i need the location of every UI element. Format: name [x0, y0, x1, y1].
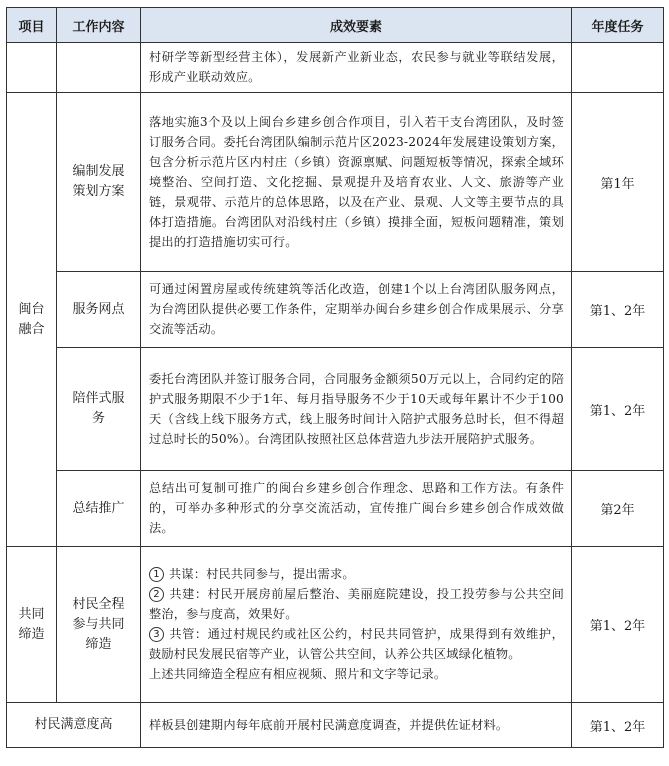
- task-cell: 第1、2年: [572, 547, 664, 703]
- task-cell: 第1、2年: [572, 272, 664, 348]
- table-row: [7, 547, 664, 703]
- table-row: [7, 272, 664, 348]
- project-cell: 村民满意度高: [7, 703, 141, 748]
- table-row: [7, 348, 664, 471]
- effect-cell: 村研学等新型经营主体），发展新产业新业态，农民参与就业等联结发展，形成产业联动效应。: [141, 43, 572, 93]
- task-cell: 第1、2年: [572, 703, 664, 748]
- project-cell: 共同缔造: [7, 547, 57, 703]
- header-project: 项目: [7, 8, 57, 43]
- effect-cell: 落地实施3个及以上闽台乡建乡创合作项目，引入若干支台湾团队，及时签订服务合同。委托台湾团队编制示范片区2023-2024年发展建设策划方案，包含分析示范片区内村庄（乡镇）资源禀赋、问题短板等情况，探索全域环境整治、空间打造、文化挖掘、景观提升及培育农业、人文、旅游等产业链，景观带、示范片的总体思路，以及在产业、景观、人文等主要节点的具体打造措施。台湾团队对沿线村庄（乡镇）摸排全面，短板问题精准，策划提出的打造措施切实可行。: [141, 93, 572, 272]
- table-row: [7, 93, 664, 272]
- table-row: [7, 471, 664, 547]
- content-cell: 服务网点: [57, 272, 141, 348]
- effect-cell: 总结出可复制可推广的闽台乡建乡创合作理念、思路和工作方法。有条件的，可举办多种形式的分享交流活动，宣传推广闽台乡建乡创合作成效做法。: [141, 471, 572, 547]
- header-effect: 成效要素: [141, 8, 572, 43]
- effect-cell: 样板县创建期内每年底前开展村民满意度调查，并提供佐证材料。: [141, 703, 572, 748]
- task-table: [6, 7, 664, 748]
- table-row: [7, 703, 664, 748]
- effect-cell: [141, 547, 572, 703]
- task-cell: 第1、2年: [572, 348, 664, 471]
- header-row: [7, 8, 664, 43]
- project-cell: 闽台融合: [7, 93, 57, 547]
- header-task: 年度任务: [572, 8, 664, 43]
- header-content: 工作内容: [57, 8, 141, 43]
- point-item: 3 共管：通过村规民约或社区公约，村民共同管护，成果得到有效维护，鼓励村民发展民宿等产业，认管公共空间，认养公共区域绿化植物。: [149, 627, 564, 661]
- task-cell: 第2年: [572, 471, 664, 547]
- record-note: 上述共同缔造全程应有相应视频、照片和文字等记录。: [149, 667, 447, 681]
- circled-number-icon: 3: [149, 627, 164, 642]
- content-cell: 村民全程参与共同缔造: [57, 547, 141, 703]
- effect-cell: 可通过闲置房屋或传统建筑等活化改造，创建1个以上台湾团队服务网点，为台湾团队提供必要工作条件，定期举办闽台乡建乡创合作成果展示、分享交流等活动。: [141, 272, 572, 348]
- table-row: [7, 43, 664, 93]
- point-item: 1 共谋：村民共同参与，提出需求。: [149, 564, 564, 584]
- content-cell: 总结推广: [57, 471, 141, 547]
- effect-cell: 委托台湾团队并签订服务合同，合同服务金额须50万元以上，合同约定的陪护式服务期限不少于1年、每月指导服务不少于10天或每年累计不少于100天（含线上线下服务方式，线上服务时间计入陪护式服务总时长，但不得超过总时长的50%）。台湾团队按照社区总体营造九步法开展陪护式服务。: [141, 348, 572, 471]
- content-cell: 编制发展策划方案: [57, 93, 141, 272]
- content-cell: 陪伴式服务: [57, 348, 141, 471]
- point-item: 2 共建：村民开展房前屋后整治、美丽庭院建设，投工投劳参与公共空间整治，参与度高，效果好。: [149, 587, 564, 621]
- task-cell: 第1年: [572, 93, 664, 272]
- circled-number-icon: 1: [149, 567, 164, 582]
- circled-number-icon: 2: [149, 587, 164, 602]
